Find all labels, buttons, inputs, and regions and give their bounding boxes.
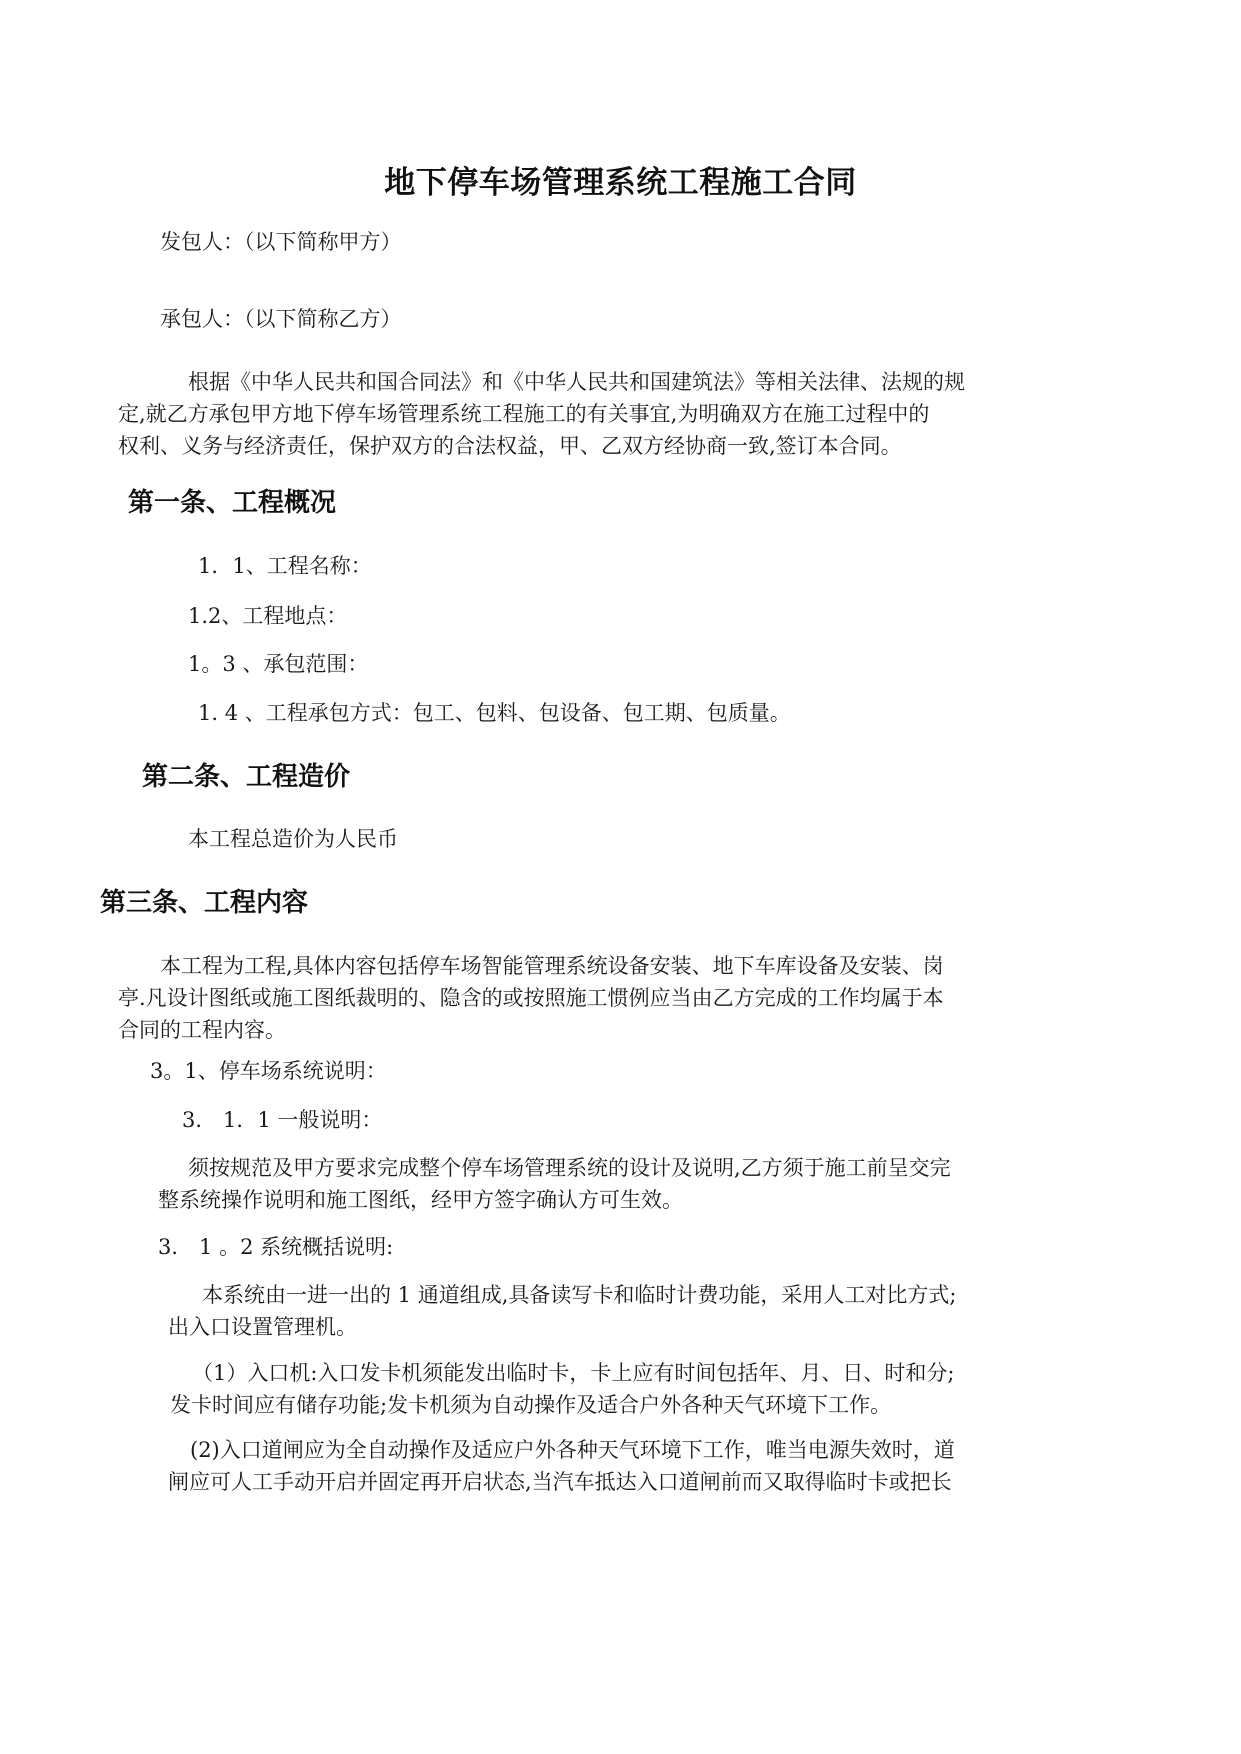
entry-gate-line: (2)入口道闸应为全自动操作及适应户外各种天气环境下工作，唯当电源失效时，道 [190, 1438, 955, 1462]
preamble-line: 根据《中华人民共和国合同法》和《中华人民共和国建筑法》等相关法律、法规的规 [188, 370, 965, 394]
section-1-item: 1. 4 、工程承包方式：包工、包料、包设备、包工期、包质量。 [198, 701, 791, 725]
entry-gate-line: 闸应可人工手动开启并固定再开启状态,当汽车抵达入口道闸前而又取得临时卡或把长 [168, 1470, 952, 1494]
section-2-heading: 第二条、工程造价 [142, 762, 351, 792]
section-1-item: 1。3 、承包范围： [188, 652, 369, 676]
system-description-line: 本系统由一进一出的 1 通道组成,具备读写卡和临时计费功能，采用人工对比方式; [202, 1283, 957, 1307]
section-1-item: 1．1、工程名称： [198, 554, 372, 578]
system-description [168, 1279, 956, 1343]
entry-machine-line: （1）入口机:入口发卡机须能发出临时卡，卡上应有时间包括年、月、日、时和分; [192, 1361, 955, 1385]
entry-machine-line: 发卡时间应有储存功能;发卡机须为自动操作及适合户外各种天气环境下工作。 [170, 1393, 892, 1417]
section-1-heading: 第一条、工程概况 [128, 488, 337, 518]
subsection-3-1-2: 3． 1 。2 系统概括说明: [158, 1235, 394, 1259]
section-2-text: 本工程总造价为人民币 [188, 827, 398, 851]
preamble-paragraph [118, 366, 965, 462]
party-b-line: 承包人：（以下简称乙方） [160, 307, 402, 331]
entry-gate-paragraph [168, 1434, 955, 1498]
preamble-line: 权利、义务与经济责任，保护双方的合法权益，甲、乙双方经协商一致,签订本合同。 [118, 434, 902, 458]
section-3-intro-line: 亭.凡设计图纸或施工图纸裁明的、隐含的或按照施工惯例应当由乙方完成的工作均属于本 [118, 986, 944, 1010]
general-description-line: 整系统操作说明和施工图纸，经甲方签字确认方可生效。 [158, 1188, 683, 1212]
party-a-line: 发包人：（以下简称甲方） [160, 230, 402, 254]
preamble-line: 定,就乙方承包甲方地下停车场管理系统工程施工的有关事宜,为明确双方在施工过程中的 [118, 402, 930, 426]
subsection-3-1: 3。1、停车场系统说明： [150, 1059, 387, 1083]
section-3-intro [118, 950, 944, 1046]
section-3-heading: 第三条、工程内容 [100, 888, 309, 918]
subsection-3-1-1: 3． 1．1 一般说明： [182, 1108, 383, 1132]
document-title: 地下停车场管理系统工程施工合同 [384, 165, 857, 201]
entry-machine-paragraph [170, 1357, 955, 1421]
section-3-intro-line: 合同的工程内容。 [118, 1018, 286, 1042]
general-description-line: 须按规范及甲方要求完成整个停车场管理系统的设计及说明,乙方须于施工前呈交完 [188, 1156, 951, 1180]
system-description-line: 出入口设置管理机。 [168, 1315, 357, 1339]
section-1-item: 1.2、工程地点： [188, 604, 348, 628]
general-description [158, 1152, 951, 1216]
section-3-intro-line: 本工程为工程,具体内容包括停车场智能管理系统设备安装、地下车库设备及安装、岗 [160, 954, 944, 978]
